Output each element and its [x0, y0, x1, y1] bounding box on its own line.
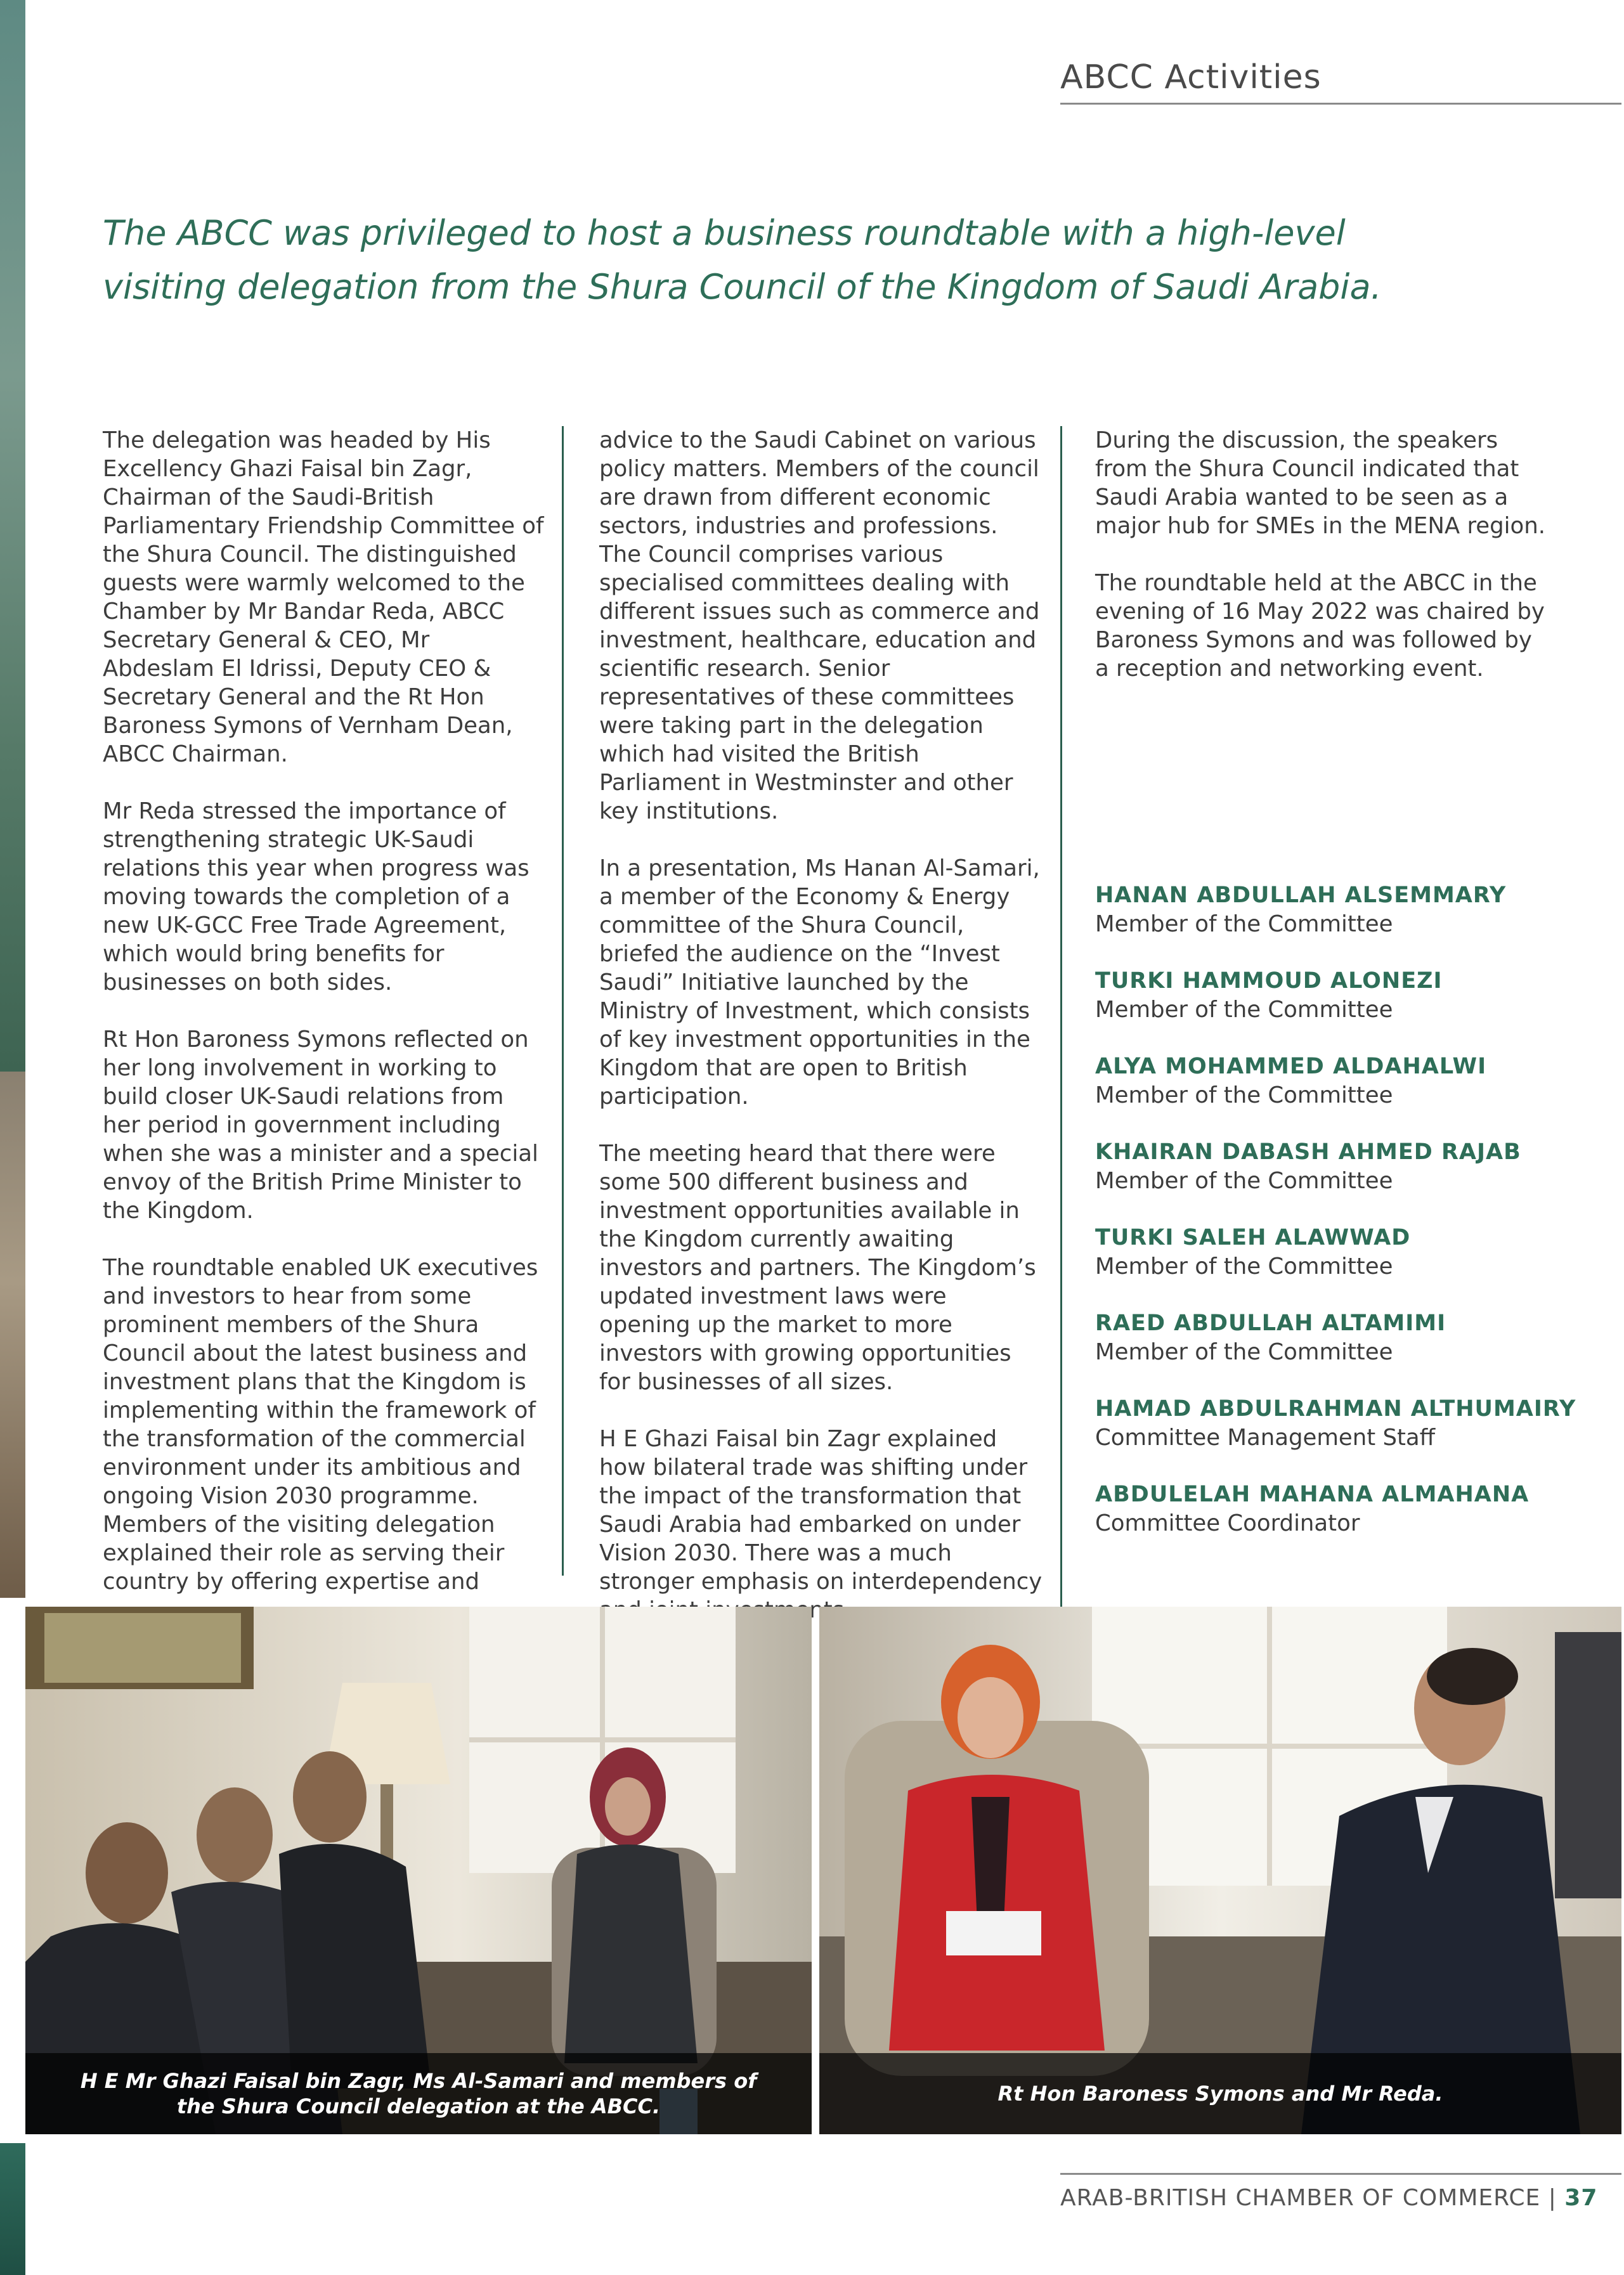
- paragraph: In a presentation, Ms Hanan Al-Samari, a member of the Economy & Energy committee of the Shura Council, briefed the audience on the “Invest Saudi” Initiative launched by the Ministry of Investment, which consists of key investment opportunities in the Kingdom that are open to British participation.: [599, 855, 1040, 1110]
- member-entry: [1095, 1309, 1602, 1395]
- member-role: Committee Coordinator: [1095, 1510, 1360, 1536]
- page-footer: [1060, 2185, 1597, 2211]
- delegation-photo: [25, 1607, 812, 2134]
- member-entry: [1095, 1481, 1602, 1566]
- member-name: RAED ABDULLAH ALTAMIMI: [1095, 1311, 1446, 1336]
- photo-caption-bar: [819, 2053, 1621, 2134]
- member-entry: [1095, 1395, 1602, 1481]
- member-name: HAMAD ABDULRAHMAN ALTHUMAIRY: [1095, 1396, 1576, 1422]
- member-name: ABDULELAH MAHANA ALMAHANA: [1095, 1482, 1530, 1507]
- caption-line: H E Mr Ghazi Faisal bin Zagr, Ms Al-Samari and members of: [80, 2069, 757, 2093]
- paragraph: The roundtable held at the ABCC in the evening of 16 May 2022 was chaired by Baroness Symons and was followed by a reception and networking event.: [1095, 570, 1545, 682]
- intro-paragraph: The ABCC was privileged to host a business roundtable with a high-level visiting delegation from the Shura Council of the Kingdom of Saudi Arabia.: [103, 213, 1382, 307]
- member-name: KHAIRAN DABASH AHMED RAJAB: [1095, 1139, 1521, 1165]
- paragraph: The roundtable enabled UK executives and investors to hear from some prominent members of the Shura Council about the latest business and investment plans that the Kingdom is implementing within the framework of the transformation of the commercial environment under its ambitious and ongoing Vision 2030 programme. Members of the visiting delegation explained their role as serving their country by offering expertise and: [103, 1255, 538, 1595]
- member-entry: [1095, 967, 1602, 1053]
- member-name: HANAN ABDULLAH ALSEMMARY: [1095, 883, 1507, 908]
- page-number: 37: [1564, 2185, 1598, 2211]
- section-title: ABCC Activities: [1060, 58, 1322, 96]
- member-entry: [1095, 1138, 1602, 1224]
- paragraph: Mr Reda stressed the importance of strengthening strategic UK-Saudi relations this year when progress was moving towards the completion of a new UK-GCC Free Trade Agreement, which would bring benefits for businesses on both sides.: [103, 798, 529, 995]
- member-name: TURKI SALEH ALAWWAD: [1095, 1225, 1411, 1250]
- member-role: Member of the Committee: [1095, 1339, 1393, 1365]
- paragraph: During the discussion, the speakers from the Shura Council indicated that Saudi Arabia wanted to be seen as a major hub for SMEs in the MENA region.: [1095, 427, 1546, 539]
- symons-reda-photo: [819, 1607, 1621, 2134]
- member-entry: [1095, 1224, 1602, 1309]
- text-column-3: [1095, 426, 1552, 711]
- member-role: Committee Management Staff: [1095, 1425, 1436, 1451]
- member-entry: [1095, 881, 1602, 967]
- paragraph: H E Ghazi Faisal bin Zagr explained how bilateral trade was shifting under the impact of the transformation that Saudi Arabia had embarked on under Vision 2030. There was a much stronger emphasis on interdependency: [599, 1426, 1043, 1595]
- member-role: Member of the Committee: [1095, 1168, 1393, 1194]
- photo-caption: Rt Hon Baroness Symons and Mr Reda.: [997, 2082, 1443, 2106]
- column-divider: [1060, 426, 1062, 1611]
- member-role: Member of the Committee: [1095, 997, 1393, 1023]
- header-rule: [1060, 103, 1621, 105]
- left-edge-strip: [0, 0, 25, 2275]
- member-role: Member of the Committee: [1095, 1082, 1393, 1108]
- text-column-1: [103, 426, 547, 1624]
- paragraph: The meeting heard that there were some 500 different business and investment opportunities available in the Kingdom currently awaiting investors and partners. The Kingdom’s updated investment laws were opening up the market to more investors with growing opportunities for businesses of all sizes.: [599, 1141, 1036, 1395]
- text-column-2: [599, 426, 1043, 1653]
- photo-caption-bar: [25, 2053, 812, 2134]
- delegation-members-list: [1095, 881, 1602, 1566]
- column-divider: [562, 426, 564, 1576]
- caption-line: the Shura Council delegation at the ABCC.: [176, 2094, 661, 2118]
- photo-caption: [81, 2068, 757, 2119]
- member-name: TURKI HAMMOUD ALONEZI: [1095, 968, 1443, 994]
- footer-separator: |: [1548, 2185, 1557, 2211]
- publication-name: ARAB-BRITISH CHAMBER OF COMMERCE: [1060, 2185, 1541, 2211]
- footer-rule: [1060, 2173, 1621, 2175]
- member-role: Member of the Committee: [1095, 911, 1393, 937]
- paragraph: advice to the Saudi Cabinet on various policy matters. Members of the council are drawn from different economic sectors, industries and professions. The Council comprises various specialised committees dealing with different issues such as commerce and investment, healthcare, education and scientific research. Senior representatives of these committees were taking part in the delegation which had visited the British Parliament in Westminster and other key institutions.: [599, 427, 1040, 824]
- paragraph: Rt Hon Baroness Symons reflected on her long involvement in working to build closer UK-Saudi relations from her period in government including when she was a minister and a special envoy of the British Prime Minister to the Kingdom.: [103, 1027, 538, 1224]
- paragraph: The delegation was headed by His Excellency Ghazi Faisal bin Zagr, Chairman of the Saudi-British Parliamentary Friendship Committee of the Shura Council. The distinguished guests were warmly welcomed to the Chamber by Mr Bandar Reda, ABCC Secretary General & CEO, Mr Abdeslam El Idrissi, Deputy CEO & Secretary General and the Rt Hon Baroness Symons of Vernham Dean, ABCC Chairman.: [103, 427, 544, 767]
- member-name: ALYA MOHAMMED ALDAHALWI: [1095, 1054, 1487, 1079]
- member-entry: [1095, 1053, 1602, 1138]
- member-role: Member of the Committee: [1095, 1254, 1393, 1280]
